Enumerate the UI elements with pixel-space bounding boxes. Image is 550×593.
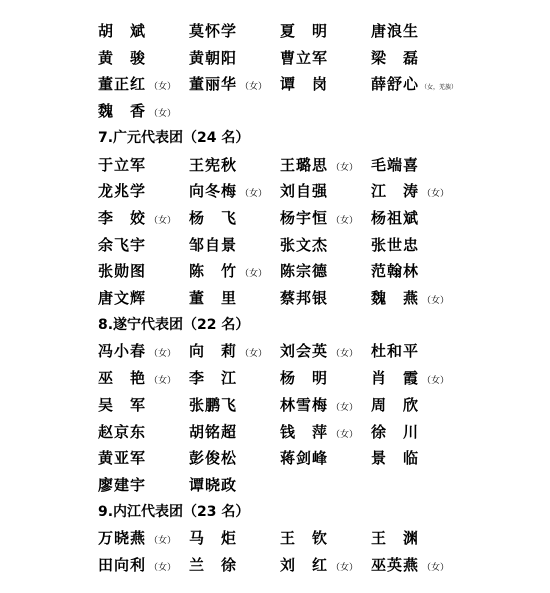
name-entry [371,71,457,101]
name-entry [371,18,419,45]
name-entry [371,419,419,446]
name-entry [280,338,358,368]
name-entry [280,392,358,422]
gender-note: （女） [331,429,359,440]
name-entry [280,18,328,45]
person-name: 刘会英 [280,342,329,361]
delegation-heading: 9.内江代表团（23 名） [98,503,250,520]
name-row [0,419,550,446]
name-row [0,205,550,232]
name-entry [98,232,146,259]
gender-note: （女） [149,82,177,93]
name-row [0,365,550,392]
name-entry [371,392,419,419]
person-name: 李 姣 [98,208,147,227]
gender-note: （女） [331,402,359,413]
name-entry [189,205,237,232]
name-entry [98,258,146,285]
name-entry [189,338,267,368]
person-name: 向 莉 [189,342,238,361]
gender-note: （女） [422,563,450,573]
person-name: 王璐思 [280,155,329,174]
name-entry [189,472,237,499]
person-name: 黄亚军 [98,449,147,468]
person-name: 毛端喜 [371,155,420,174]
person-name: 杨宇恒 [280,208,329,227]
gender-note: （女） [331,215,359,226]
name-row [0,552,550,579]
name-entry [189,525,237,552]
name-entry [98,392,146,419]
name-entry [371,258,419,285]
gender-note: （女） [240,349,268,360]
name-entry [98,525,176,555]
person-name: 张文杰 [280,235,329,254]
gender-note: （女） [331,162,359,173]
name-entry [371,552,449,582]
person-name: 董正红 [98,75,147,94]
person-name: 李 江 [189,369,238,388]
person-name: 邹自景 [189,235,238,254]
person-name: 杨祖斌 [371,208,420,227]
person-name: 谭晓政 [189,475,238,494]
person-name: 胡 斌 [98,22,147,40]
name-row [0,338,550,365]
name-entry [280,152,358,182]
name-entry [280,552,358,582]
name-row [0,152,550,179]
gender-note: （女） [149,215,177,226]
name-entry [98,419,146,446]
gender-note: （女） [422,376,450,387]
name-entry [189,285,237,312]
person-name: 巫英燕 [371,556,420,574]
person-name: 肖 霞 [371,369,420,388]
name-entry [98,205,176,235]
person-name: 景 临 [371,449,420,468]
person-name: 马 炬 [189,529,238,548]
gender-note: （女） [422,296,450,306]
name-row [0,525,550,552]
gender-note: （女） [240,189,268,200]
delegation-heading-row [0,499,550,526]
name-entry [371,232,419,259]
name-entry [371,338,419,365]
person-name: 陈 竹 [189,262,238,281]
person-name: 杨 飞 [189,208,238,227]
name-entry [189,152,237,179]
person-name: 刘 红 [280,556,329,574]
name-entry [189,258,267,288]
person-name: 莫怀学 [189,22,238,40]
name-entry [280,285,328,312]
person-name: 吴 军 [98,395,147,414]
name-row [0,258,550,285]
person-name: 范翰林 [371,262,420,281]
person-name: 龙兆学 [98,182,147,201]
name-row [0,472,550,499]
person-name: 王 钦 [280,529,329,548]
person-name: 兰 徐 [189,556,238,574]
name-entry [189,419,237,446]
gender-ethnicity-note: （女，羌族） [421,84,458,92]
person-name: 林雪梅 [280,395,329,414]
person-name: 赵京东 [98,422,147,441]
name-entry [189,178,267,208]
delegation-heading-row [0,125,550,152]
gender-note: （女） [149,349,177,360]
delegation-heading: 7.广元代表团（24 名） [98,129,250,146]
person-name: 曹立军 [280,48,329,67]
name-entry [98,552,176,582]
gender-note: （女） [240,82,268,93]
name-entry [98,472,146,499]
name-entry [98,18,146,45]
name-entry [371,205,419,232]
person-name: 刘自强 [280,182,329,201]
name-entry [189,445,237,472]
person-name: 万晓燕 [98,529,147,548]
person-name: 陈宗德 [280,262,329,281]
name-row [0,18,550,45]
name-row [0,71,550,98]
person-name: 董 里 [189,289,238,307]
person-name: 张勋图 [98,262,147,281]
person-name: 钱 萍 [280,422,329,441]
name-row [0,45,550,72]
person-name: 张世忠 [371,235,420,254]
person-name: 江 涛 [371,182,420,201]
name-row [0,178,550,205]
name-entry [280,45,328,72]
name-entry [280,71,328,98]
name-entry [280,525,328,552]
person-name: 徐 川 [371,422,420,441]
name-entry [280,445,328,472]
name-entry [98,98,176,128]
name-entry [280,205,358,235]
name-entry [189,392,237,419]
gender-note: （女） [149,536,177,547]
name-entry [189,232,237,259]
name-row [0,98,550,125]
name-entry [371,285,449,315]
person-name: 夏 明 [280,22,329,40]
name-entry [98,71,176,101]
gender-note: （女） [331,563,359,573]
name-entry [98,45,146,72]
person-name: 魏 香 [98,102,147,121]
person-name: 黄 骏 [98,48,147,67]
name-entry [98,285,146,312]
gender-note: （女） [331,349,359,360]
person-name: 董丽华 [189,75,238,94]
name-row [0,445,550,472]
delegation-heading-row [0,312,550,339]
person-name: 黄朝阳 [189,48,238,67]
name-entry [280,178,328,205]
person-name: 于立军 [98,155,147,174]
gender-note: （女） [149,563,177,573]
name-entry [371,178,449,208]
person-name: 蔡邦银 [280,289,329,307]
person-name: 蒋剑峰 [280,449,329,468]
person-name: 薛舒心 [371,75,420,94]
gender-note: （女） [149,109,177,120]
person-name: 冯小春 [98,342,147,361]
person-name: 梁 磊 [371,48,420,67]
person-name: 巫 艳 [98,369,147,388]
name-entry [280,232,328,259]
name-entry [280,258,328,285]
person-name: 谭 岗 [280,75,329,94]
name-entry [371,525,419,552]
name-row [0,232,550,259]
name-entry [189,45,237,72]
name-entry [98,365,176,395]
gender-note: （女） [422,189,450,200]
name-entry [189,365,237,392]
gender-note: （女） [240,269,268,280]
person-name: 魏 燕 [371,289,420,307]
name-row [0,392,550,419]
delegation-heading: 8.遂宁代表团（22 名） [98,316,250,333]
person-name: 彭俊松 [189,449,238,468]
person-name: 杜和平 [371,342,420,361]
person-name: 杨 明 [280,369,329,388]
name-entry [280,365,328,392]
name-entry [189,71,267,101]
person-name: 唐文辉 [98,289,147,307]
name-entry [371,445,419,472]
name-entry [98,178,146,205]
name-entry [280,419,358,449]
person-name: 余飞宇 [98,235,147,254]
person-name: 张鹏飞 [189,395,238,414]
person-name: 王 渊 [371,529,420,548]
name-entry [371,45,419,72]
name-entry [98,152,146,179]
name-entry [371,152,419,179]
name-entry [189,18,237,45]
person-name: 田向利 [98,556,147,574]
person-name: 周 欣 [371,395,420,414]
name-entry [98,445,146,472]
name-entry [189,552,237,579]
name-row [0,285,550,312]
person-name: 王宪秋 [189,155,238,174]
name-entry [98,338,176,368]
person-name: 胡铭超 [189,422,238,441]
name-entry [371,365,449,395]
person-name: 唐浪生 [371,22,420,40]
person-name: 向冬梅 [189,182,238,201]
person-name: 廖建宇 [98,475,147,494]
gender-note: （女） [149,376,177,387]
